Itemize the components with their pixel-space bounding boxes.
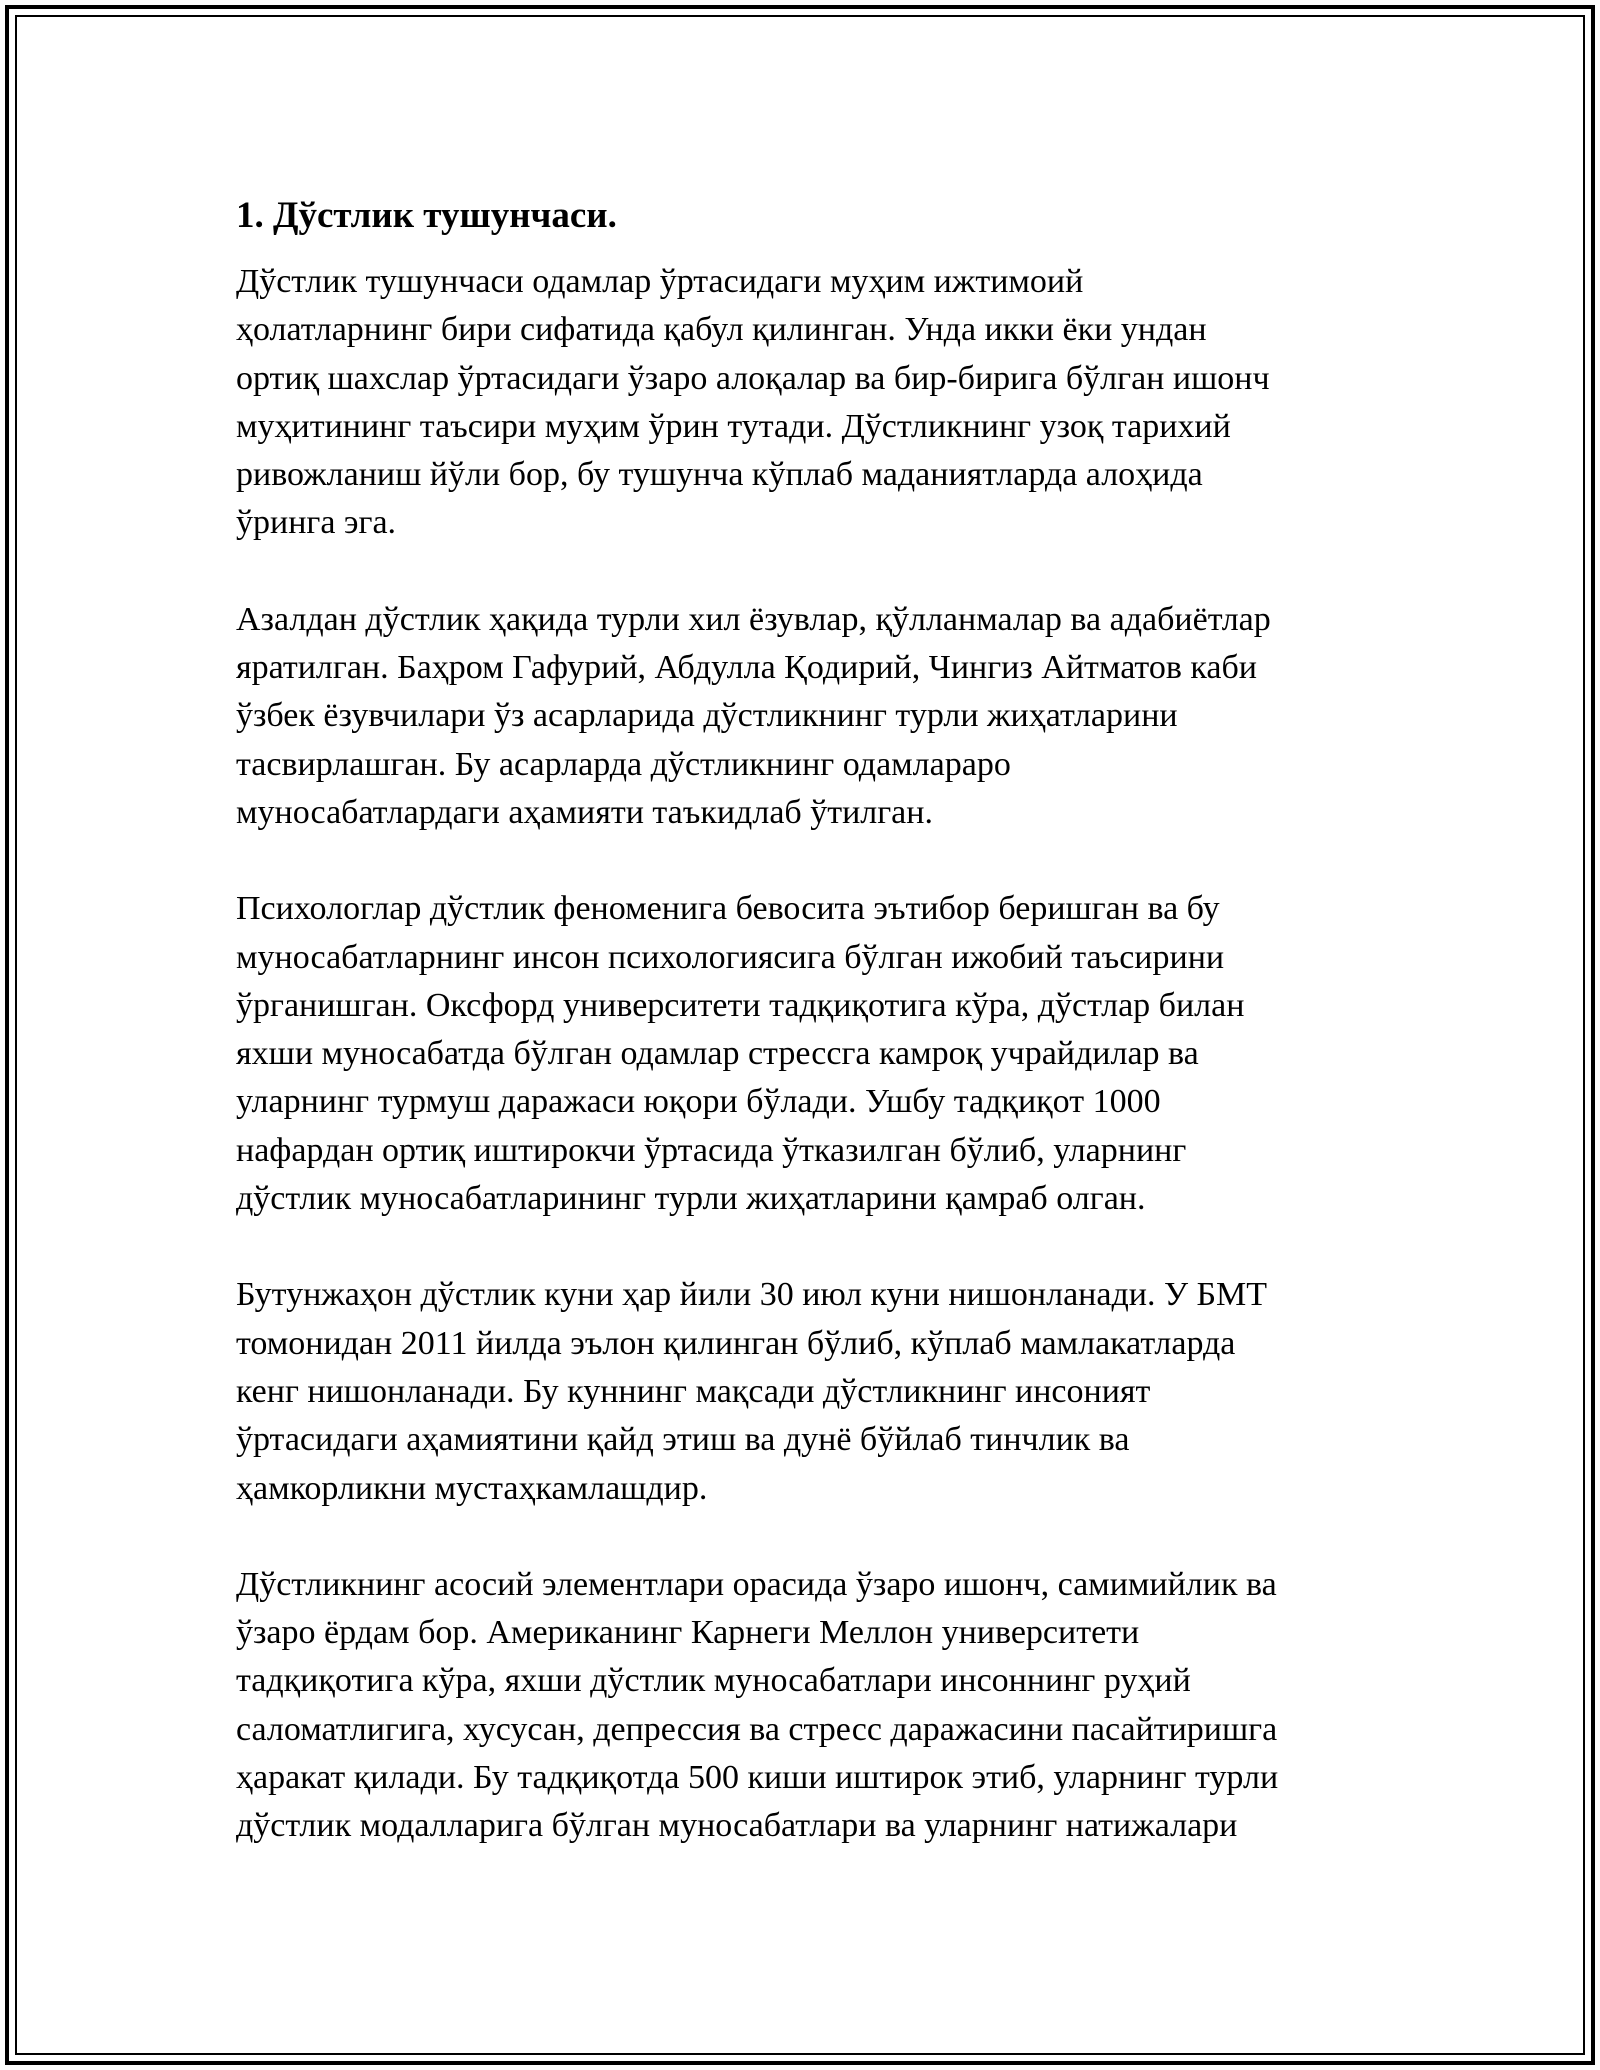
document-body	[236, 186, 1396, 1899]
paragraph-4	[236, 1271, 1396, 1512]
text-line: ҳаракат қилади. Бу тадқиқотда 500 киши иштирок этиб, уларнинг турли	[236, 1759, 1279, 1797]
text-line: Дўстликнинг асосий элементлари орасида ўзаро ишонч, самимийлик ва	[236, 1565, 1277, 1603]
text-line: ўринга эга.	[236, 504, 397, 542]
text-line: тасвирлашган. Бу асарларда дўстликнинг одамлараро	[236, 745, 1011, 783]
text-line: ўртасидаги аҳамиятини қайд этиш ва дунё бўйлаб тинчлик ва	[236, 1421, 1130, 1459]
text-line: муносабатларнинг инсон психологиясига бўлган ижобий таъсирини	[236, 938, 1225, 976]
text-line: дўстлик модалларига бўлган муносабатлари ва уларнинг натижалари	[236, 1807, 1238, 1845]
text-line: ривожланиш йўли бор, бу тушунча кўплаб маданиятларда алоҳида	[236, 456, 1203, 494]
text-line: Бутунжаҳон дўстлик куни ҳар йили 30 июл куни нишонланади. У БМТ	[236, 1276, 1268, 1314]
text-line: томонидан 2011 йилда эълон қилинган бўлиб, кўплаб мамлакатларда	[236, 1324, 1236, 1362]
text-line: ортиқ шахслар ўртасидаги ўзаро алоқалар ва бир-бирига бўлган ишонч	[236, 359, 1270, 397]
text-line: кенг нишонланади. Бу куннинг мақсади дўстликнинг инсоният	[236, 1372, 1151, 1410]
text-line: нафардан ортиқ иштирокчи ўртасида ўтказилган бўлиб, уларнинг	[236, 1131, 1187, 1169]
paragraph-2	[236, 596, 1396, 837]
section-heading: 1. Дўстлик тушунчаси.	[236, 195, 617, 236]
text-line: ҳамкорликни мустаҳкамлашдир.	[236, 1469, 708, 1507]
text-line: яхши муносабатда бўлган одамлар стрессга камроқ учрайдилар ва	[236, 1035, 1199, 1073]
text-line: Дўстлик тушунчаси одамлар ўртасидаги муҳим ижтимоий	[236, 263, 1084, 300]
text-line: уларнинг турмуш даражаси юқори бўлади. Ушбу тадқиқот 1000	[236, 1083, 1161, 1121]
text-line: яратилган. Баҳром Гафурий, Абдулла Қодирий, Чингиз Айтматов каби	[236, 649, 1257, 687]
text-line: Азалдан дўстлик ҳақида турли хил ёзувлар, қўлланмалар ва адабиётлар	[236, 600, 1271, 638]
text-line: муносабатлардаги аҳамияти таъкидлаб ўтилган.	[236, 793, 933, 831]
paragraph-5	[236, 1561, 1396, 1851]
text-line: саломатлигига, хусусан, депрессия ва стресс даражасини пасайтиришга	[236, 1710, 1278, 1748]
text-line: ўзбек ёзувчилари ўз асарларида дўстликнинг турли жиҳатларини	[236, 697, 1178, 735]
text-line: дўстлик муносабатларининг турли жиҳатларини қамраб олган.	[236, 1180, 1146, 1218]
text-line: Психологлар дўстлик феноменига бевосита эътибор беришган ва бу	[236, 890, 1220, 928]
text-line: ўрганишган. Оксфорд университети тадқиқотига кўра, дўстлар билан	[236, 986, 1245, 1024]
text-line: тадқиқотига кўра, яхши дўстлик муносабатлари инсоннинг руҳий	[236, 1662, 1191, 1700]
paragraph-1	[236, 258, 1396, 548]
text-line: ўзаро ёрдам бор. Американинг Карнеги Меллон университети	[236, 1614, 1140, 1652]
text-line: ҳолатларнинг бири сифатида қабул қилинган. Унда икки ёки ундан	[236, 311, 1207, 349]
paragraph-3	[236, 885, 1396, 1223]
text-line: муҳитининг таъсири муҳим ўрин тутади. Дўстликнинг узоқ тарихий	[236, 407, 1231, 445]
